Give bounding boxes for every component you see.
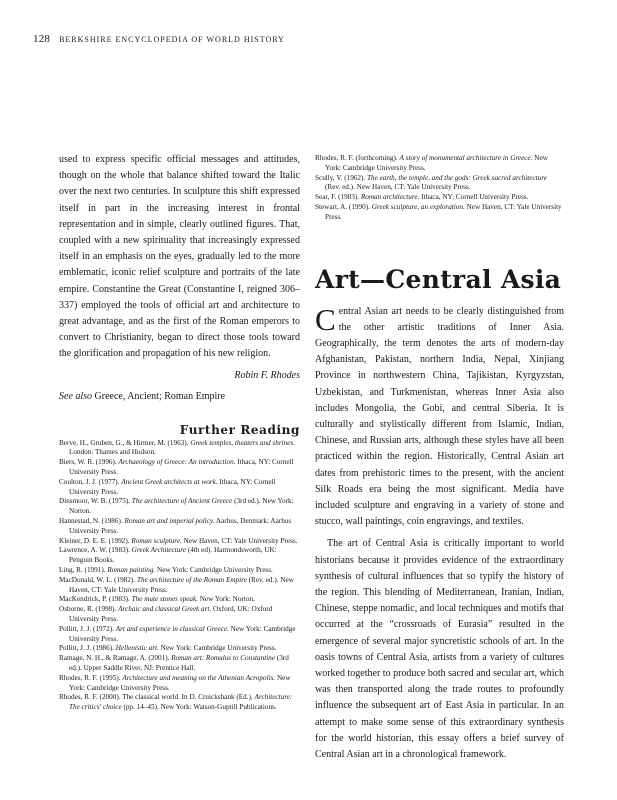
reference-author: Lawrence, A. W. (1983). [59, 546, 132, 555]
reference-author: MacKendrick, P. (1983). [59, 595, 132, 604]
reference-author: Hannestad, N. (1986). [59, 517, 125, 526]
reference-publisher: New York: Cambridge University Press. [69, 673, 291, 692]
section-title: Art—Central Asia [315, 264, 562, 294]
reference-title: Greek Architecture [131, 546, 187, 555]
reference-item [59, 595, 300, 605]
body-paragraph: used to express specific official messages and attitudes, though on the whole that balance shifted toward the Italic over the next two centuries. In sculpture this shift expressed itself in part in the increasing interest in frontal representation and in simple, clearly outlined figures. That, coupled with a new spirituality that increasingly expressed itself in an emphasis on the eyes, gradually led to the more emblematic, iconic relief sculpture and portraits of the late empire. Constantine the Great (Constantine I, reigned 306–337) employed the tools of official art and architecture to great advantage, and as the first of the Roman emperors to convert to Christianity, began to direct those tools toward the glorification and propagation of his new religion. [59, 154, 300, 360]
reference-item [59, 439, 300, 459]
reference-title: A story of monumental architecture in Greece. [399, 154, 533, 162]
reference-item [59, 654, 300, 674]
reference-item [59, 478, 300, 498]
reference-publisher: New Haven, CT: Yale University Press. [181, 536, 298, 545]
reference-publisher: Ithaca, NY: Cornell University Press. [69, 477, 276, 496]
reference-publisher: Ithaca, NY: Cornell University Press. [419, 193, 529, 202]
reference-title: The mute stones speak. [131, 595, 198, 604]
reference-title: The architecture of the Roman Empire [136, 575, 247, 584]
reference-author: Ramage, N. H., & Ramage, A. (2001). [59, 654, 172, 663]
reference-item [315, 193, 564, 203]
reference-item [315, 174, 564, 194]
reference-author: Ling, R. (1991). [59, 566, 108, 574]
page-number: 128 [33, 33, 51, 45]
reference-title: Architecture: The critics' choice [69, 693, 293, 712]
reference-author: Coulton, J. J. (1977). [59, 477, 122, 486]
reference-title: Roman architecture. [360, 193, 420, 202]
reference-item [59, 546, 300, 566]
reference-title: Greek sculpture, an exploration. [371, 202, 465, 211]
reference-title: The architecture of Ancient Greece [131, 497, 233, 506]
reference-author: MacDonald, W. L. (1982). [59, 575, 137, 584]
reference-publisher: (Rev. ed.). New Haven, CT: Yale University Press. [325, 183, 471, 192]
reference-publisher: (4th ed). Harmondsworth, UK: Penguin Books. [69, 546, 277, 565]
reference-item [59, 605, 300, 625]
reference-title: The earth, the temple, and the gods: Greek sacred architecture [366, 173, 547, 182]
reference-author: Rhodes, R. F. (1995). [59, 673, 123, 682]
reference-author: Rhodes, R. F. (forthcoming). [315, 154, 400, 162]
further-reading-list [59, 439, 300, 713]
reference-author: Kleiner, D. E. E. (1992). [59, 536, 132, 545]
reference-item [59, 576, 300, 596]
reference-item [59, 517, 300, 537]
drop-cap: C [315, 301, 336, 337]
reference-title: Ancient Greek architects at work. [121, 477, 218, 486]
reference-author: Scully, V. (1962). [315, 173, 367, 182]
reference-author: Pollitt, J. J. (1986). [59, 644, 116, 653]
reference-title: Roman art and imperial policy. [124, 517, 215, 526]
reference-author: Rhodes, R. F. (2000). The classical world. In D. Cruickshank (Ed.), [59, 693, 255, 702]
reference-title: Roman art: Romulus to Constantine [171, 654, 276, 663]
left-column [59, 152, 300, 713]
reference-title: Archaic and classical Greek art. [118, 605, 212, 614]
reference-publisher: Oxford, UK: Oxford University Press. [69, 605, 273, 623]
reference-author: Sear, F. (1983). [315, 193, 361, 202]
reference-item [59, 537, 300, 547]
reference-title: Architecture and meaning on the Athenian Acropolis. [122, 673, 276, 682]
intro-paragraph [315, 301, 564, 531]
reference-author: Pollitt, J. J. (1972). [59, 624, 116, 633]
reference-item [59, 693, 300, 713]
reference-publisher: (pp. 14–45). New York: Watson-Guptill Publications. [121, 703, 277, 712]
reference-item [315, 154, 564, 174]
reference-publisher: New York: Cambridge University Press. [158, 644, 277, 653]
reference-publisher: (3rd ed.). Upper Saddle River, NJ: Prentice Hall. [69, 654, 289, 672]
further-reading-title: Further Reading [179, 422, 300, 437]
reference-publisher: (Rev. ed.). New Haven, CT: Yale University Press. [69, 575, 294, 594]
reference-title: Art and experience in classical Greece. [115, 624, 229, 633]
reference-item [59, 674, 300, 694]
reference-title: Archaeology of Greece: An introduction. [118, 458, 236, 467]
running-header [33, 33, 285, 45]
intro-paragraph-text: entral Asian art needs to be clearly distinguished from the other artistic traditions of Inner Asia. Geographically, the term denotes the arts of modern-day Afghanistan, Pakistan, northern India, Nepal, Xinjiang Province in northwestern China, Tajikistan, Kyrgyzstan, Uzbekistan, and Turkmenistan, whereas Inner Asia also includes Mongolia, the Gobi, and central Siberia. It is culturally and stylistically different from Islamic, Indian, Chinese, and Russian arts, although these styles have all been practiced within the region. Historically, Central Asian art dates from prehistoric times to the present, with the ancient Silk Roads era being the most significant. Media have included sculpture and engraving in a variety of stone and stucco, wall paintings, coin engravings, and textiles. [315, 305, 564, 528]
right-column [315, 154, 564, 763]
reference-title: Roman painting. [107, 566, 156, 574]
reference-item [59, 566, 300, 576]
reference-item [59, 625, 300, 645]
reference-author: Stewart, A. (1990). [315, 202, 372, 211]
reference-publisher: Ithaca, NY: Cornell University Press. [69, 458, 294, 477]
reference-author: Berve, H., Gruben, G., & Hirmer, M. (1963). [59, 438, 191, 447]
reference-item [59, 458, 300, 478]
running-title: BERKSHIRE ENCYCLOPEDIA OF WORLD HISTORY [59, 35, 285, 44]
reference-publisher: New York: Norton. [197, 595, 255, 604]
further-reading-list-continued [315, 154, 564, 223]
reference-author: Osborne, R. (1998). [59, 605, 119, 614]
reference-author: Dinsmoor, W. B. (1975). [59, 497, 132, 506]
reference-item [59, 644, 300, 654]
reference-title: Greek temples, theaters and shrines. [190, 438, 295, 447]
section-body [315, 301, 564, 764]
see-also [59, 391, 300, 402]
reference-publisher: Aarhus, Denmark: Aarhus University Press. [69, 517, 292, 535]
see-also-text: Greece, Ancient; Roman Empire [94, 390, 226, 402]
reference-author: Biers, W. R. (1996). [59, 458, 119, 467]
reference-publisher: London: Thames and Hudson. [69, 448, 156, 457]
author-name: Robin F. Rhodes [234, 369, 300, 381]
reference-title: Roman sculpture. [131, 536, 182, 545]
left-body [59, 152, 300, 363]
reference-publisher: New Haven, CT: Yale University Press. [325, 202, 562, 221]
see-also-label: See also [59, 390, 93, 402]
reference-title: Hellenistic art. [115, 644, 159, 653]
reference-publisher: New York: Cambridge University Press. [155, 566, 273, 574]
second-paragraph: The art of Central Asia is critically important to world historians because it provides evidence of the extraordinary synthesis of cultural influences that so typify the history of the region. This blending of Mediterranean, Iranian, Indian, Chinese, steppe nomadic, and local techniques and motifs that occurred at the “crossroads of Eurasia” resulted in the emergence of several major syncretistic schools of art. In the oasis towns of Central Asia, artists from a variety of cultures worked together to produce both sacred and secular art, which was then transported along the trade routes to profoundly influence the subsequent art of East Asia in particular. In an attempt to make some sense of this extraordinary synthesis for the world historian, this essay offers a brief survey of Central Asian art in a chronological framework. [315, 538, 564, 761]
reference-publisher: (3rd ed.). New York: Norton. [69, 497, 294, 516]
reference-publisher: New York: Cambridge University Press. [69, 624, 296, 643]
reference-publisher: New York: Cambridge University Press. [325, 154, 548, 172]
reference-item [315, 203, 564, 223]
reference-item [59, 497, 300, 517]
